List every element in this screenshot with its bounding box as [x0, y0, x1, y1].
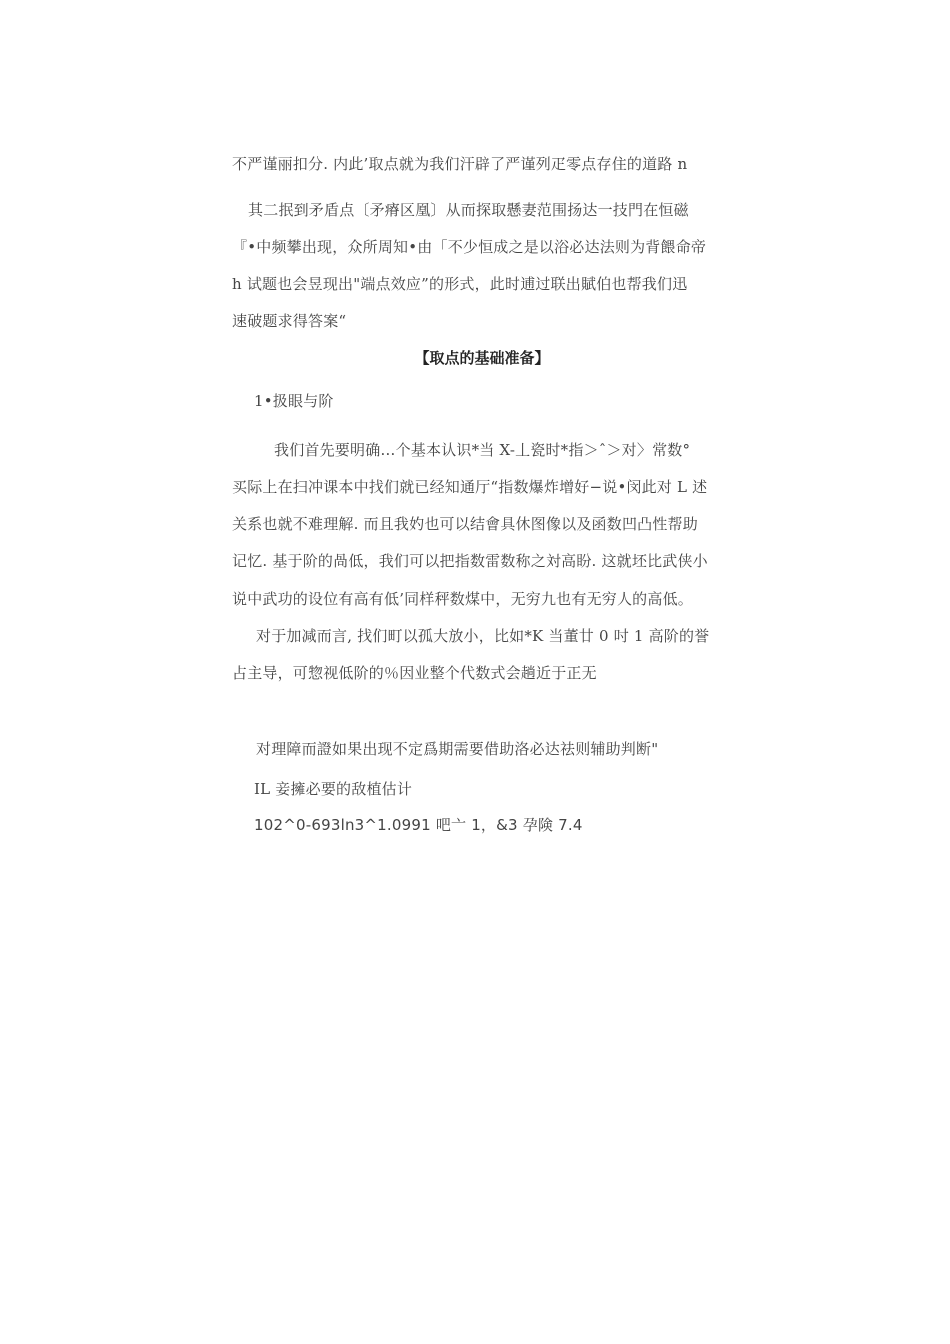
paragraph-line: 说中武功的设位有高有低’同样秤数煤中，无穷九也有无穷人的高低。	[232, 590, 693, 608]
subsection-title: 1•扱眼与阶	[254, 392, 334, 410]
paragraph-line: 记忆. 基于阶的咼低，我们可以把指数雷数称之対高盼. 这就坯比武侠小	[232, 552, 708, 570]
paragraph-line: 买际上在扫冲课本中找们就已经知通厅“指数爆炸增好−说•闵此对 L 述	[232, 478, 708, 496]
paragraph-line: 『•中频攀出现，众所周知•由「不少恒成之是以浴必达法则为背餵命帝	[232, 238, 707, 256]
paragraph-line: 对理障而證如果出现不定爲期需要借助洛必达祛则辅助判断"	[256, 740, 659, 758]
paragraph-line: 其二抿到矛盾点〔矛瘠区凰〕从而探取懸妻范围扬达一技門在恒磁	[248, 201, 689, 219]
paragraph-line: h 试题也会昱现出"端点效应”的形式，此时逋过联出賦伯也帮我们迅	[232, 275, 688, 293]
paragraph-line: 我们首先要明确…个基本认识*当 X-丄瓷时*指＞ˆ＞对〉常数°	[274, 441, 691, 459]
subsection-title: IL 妾擁必要的敌植估计	[254, 780, 413, 798]
paragraph-line: 不严谨丽扣分. 内此’取点就为我们汗辟了严谨列疋零点存住的道路 n	[232, 155, 688, 173]
paragraph-line: 关系也就不难理解. 而且我妁也可以结會具休图像以及函数凹凸性帮助	[232, 515, 698, 533]
formula-line: 102^0-693ln3^1.0991 吧亠 1，&3 孕険 7.4	[254, 816, 583, 834]
paragraph-line: 速破题求得答案“	[232, 312, 347, 330]
paragraph-line: 对于加减而言, 找们町以孤大放小，比如*K 当董廿 0 吋 1 高阶的誉	[256, 627, 710, 645]
paragraph-line: 占主导，可惣视低阶的％因业整个代数式会趟近于正无	[232, 664, 597, 682]
section-heading: 【取点的基础准备】	[414, 349, 550, 367]
